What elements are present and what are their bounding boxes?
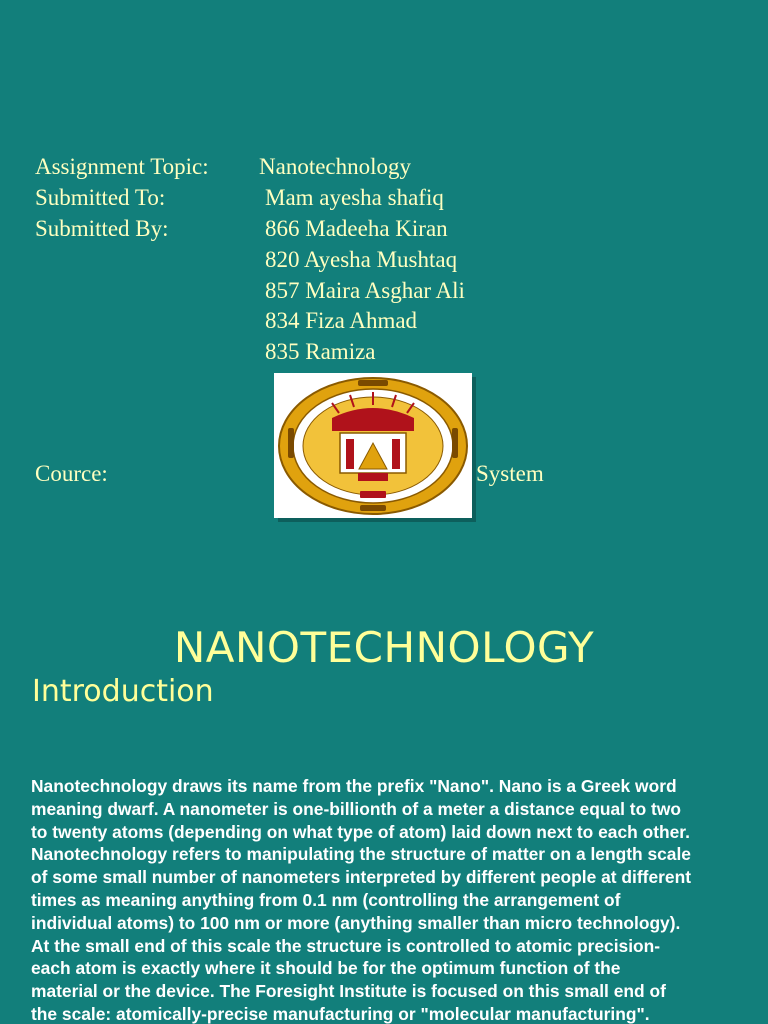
paragraph-line: Nanotechnology draws its name from the prefix "Nano". Nano is a Greek word: [31, 776, 677, 796]
page-title: NANOTECHNOLOGY: [173, 623, 595, 672]
member-item: 857 Maira Asghar Ali: [265, 278, 465, 303]
member-item: 820 Ayesha Mushtaq: [265, 247, 458, 272]
member-item: 835 Ramiza: [265, 339, 376, 364]
paragraph-line: times as meaning anything from 0.1 nm (controlling the arrangement of: [31, 889, 621, 910]
submitted-to-label: Submitted To:: [35, 185, 166, 210]
paragraph-line: material or the device. The Foresight Institute is focused on this small end of: [31, 981, 666, 1002]
paragraph-line: the scale: atomically-precise manufacturing or "molecular manufacturing".: [31, 1003, 650, 1024]
course-value: System: [476, 461, 544, 486]
assignment-topic-value: Nanotechnology: [259, 154, 412, 179]
course-label: Cource:: [35, 461, 108, 486]
paragraph-line: individual atoms) to 100 nm or more (anything smaller than micro technology).: [31, 912, 681, 933]
paragraph-line: to twenty atoms (depending on what type of atom) laid down next to each other.: [31, 821, 690, 842]
paragraph-line: At the small end of this scale the structure is controlled to atomic precision-: [31, 935, 661, 956]
paragraph-line: each atom is exactly where it should be for the optimum function of the: [31, 958, 621, 979]
paragraph-line: of some small number of nanometers interpreted by different people at different: [31, 867, 691, 888]
submitted-to-value: Mam ayesha shafiq: [265, 185, 444, 210]
submitted-by-label: Submitted By:: [35, 216, 169, 241]
university-seal-logo: [274, 373, 472, 518]
seal-icon: [274, 373, 472, 518]
intro-paragraph: [31, 775, 766, 1024]
paragraph-line: meaning dwarf. A nanometer is one-billionth of a meter a distance equal to two: [31, 798, 681, 819]
assignment-topic-label: Assignment Topic:: [35, 154, 209, 179]
paragraph-line: Nanotechnology refers to manipulating the structure of matter on a length scale: [31, 844, 691, 865]
member-item: 834 Fiza Ahmad: [265, 308, 418, 333]
member-item: 866 Madeeha Kiran: [265, 216, 448, 241]
section-heading: Introduction: [32, 674, 214, 709]
